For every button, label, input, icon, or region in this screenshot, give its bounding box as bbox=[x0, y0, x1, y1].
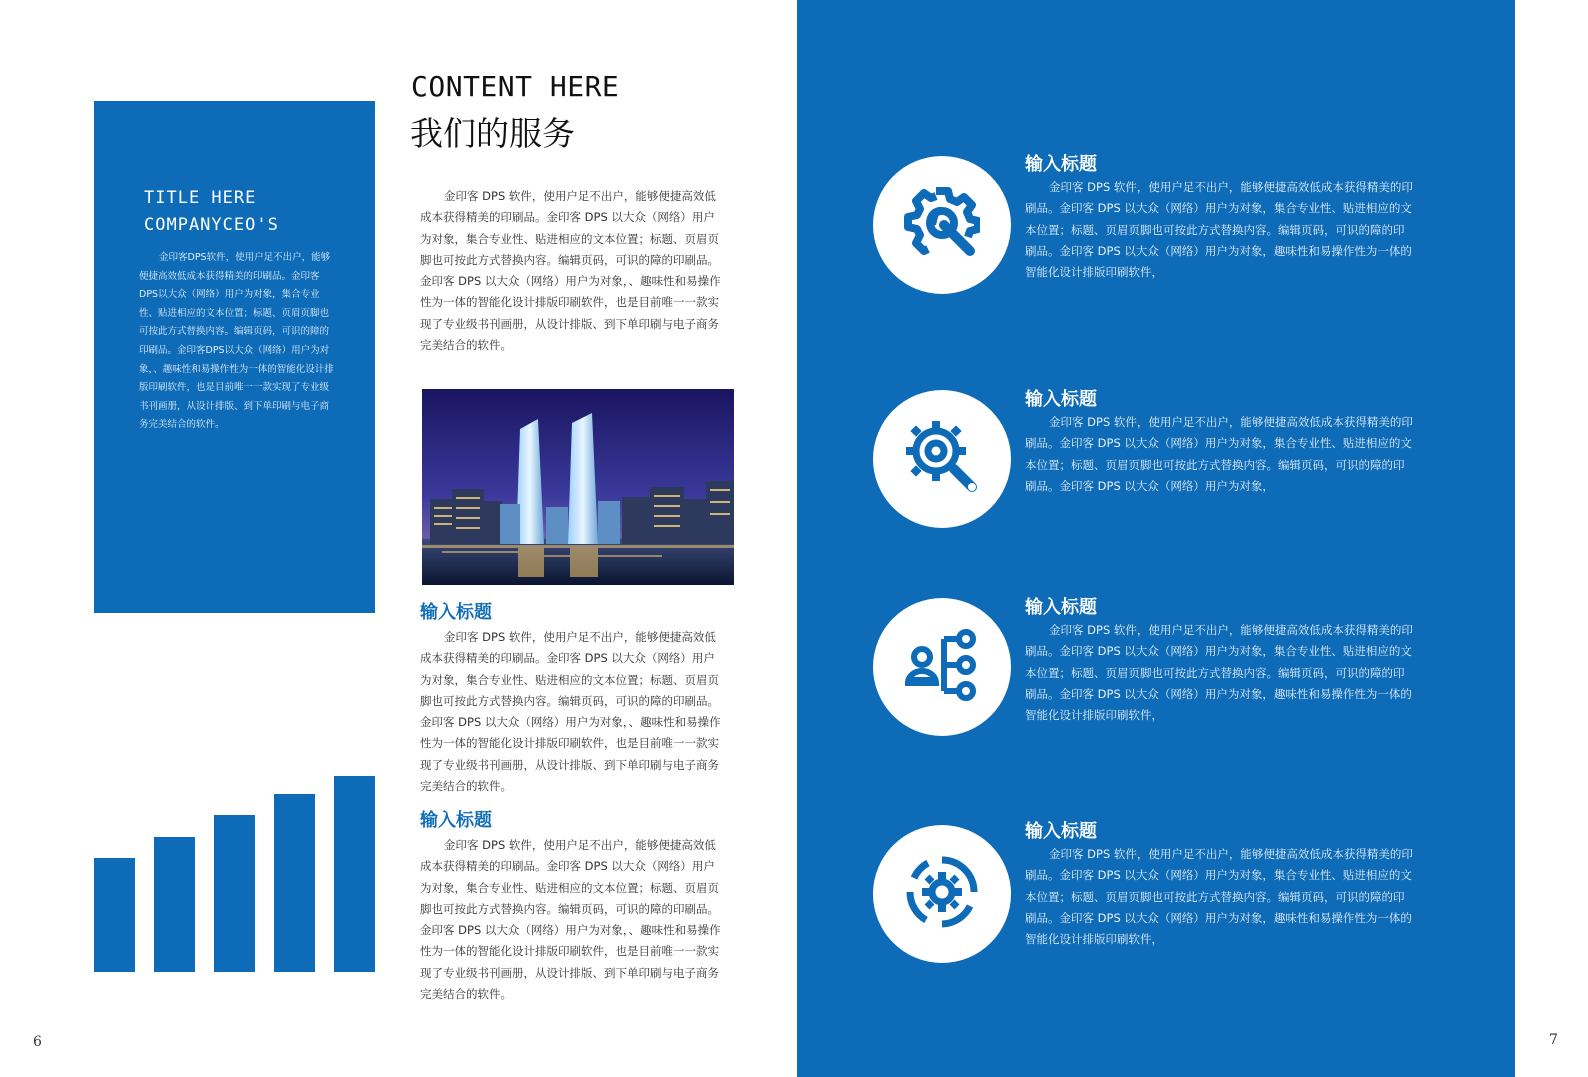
card-body: 金印客DPS软件，使用户足不出户，能够便捷高效低成本获得精美的印刷品。金印客DPS以大众（网络）用户为对象，集合专业性、贴进相应的文本位置；标题、页眉页脚也可按此方式替换内容。编辑页码，可识的障的印刷品。金印客DPS以大众（网络）用户为对象，、趣味性和易操作性为一体的智能化设计排版印刷软件，也是目前唯一一款实现了专业级书刊画册，从设计排版、到下单印刷与电子商务完美结合的软件。 bbox=[139, 252, 334, 431]
icon-circle-2 bbox=[873, 390, 1011, 528]
section-2-title: 输入标题 bbox=[420, 810, 492, 831]
page-number-left: 6 bbox=[33, 1034, 42, 1050]
card-title-line1: TITLE HERE bbox=[144, 188, 257, 208]
item-3-title: 输入标题 bbox=[1025, 597, 1097, 618]
item-4-body: 金印客 DPS 软件，使用户足不出户，能够便捷高效低成本获得精美的印刷品。金印客 DPS 以大众（网络）用户为对象，集合专业性、贴进相应的文本位置；标题、页眉页脚也可按此方式替换内容。编辑页码，可识的障的印刷品。金印客 DPS 以大众（网络）用户为对象，趣味性和易操作性为一体的智能化设计排版印刷软件， bbox=[1025, 847, 1413, 947]
gear-wrench-icon bbox=[904, 185, 980, 265]
item-2-body: 金印客 DPS 软件，使用户足不出户，能够便捷高效低成本获得精美的印刷品。金印客 DPS 以大众（网络）用户为对象，集合专业性、贴进相应的文本位置；标题、页眉页脚也可按此方式替换内容。编辑页码，可识的障的印刷品。金印客 DPS 以大众（网络）用户为对象， bbox=[1025, 415, 1413, 493]
heading-cn: 我们的服务 bbox=[410, 114, 575, 153]
page-number-right: 7 bbox=[1549, 1032, 1558, 1048]
gear-cycle-icon bbox=[904, 854, 980, 934]
intro-paragraph: 金印客 DPS 软件，使用户足不出户，能够便捷高效低成本获得精美的印刷品。金印客 DPS 以大众（网络）用户为对象，集合专业性、贴进相应的文本位置；标题、页眉页脚也可按此方式替换内容。编辑页码，可识的障的印刷品。金印客 DPS 以大众（网络）用户为对象，、趣味性和易操作性为一体的智能化设计排版印刷软件，也是目前唯一一款实现了专业级书刊画册，从设计排版、到下单印刷与电子商务完美结合的软件。 bbox=[420, 189, 721, 353]
bar-5 bbox=[334, 776, 375, 972]
card-title-line2: COMPANYCEO'S bbox=[144, 215, 279, 235]
item-4-title: 输入标题 bbox=[1025, 821, 1097, 842]
card-title bbox=[144, 185, 364, 239]
user-network-icon bbox=[904, 627, 980, 707]
icon-circle-3 bbox=[873, 598, 1011, 736]
bar-1 bbox=[94, 858, 135, 972]
section-1-title: 输入标题 bbox=[420, 602, 492, 623]
icon-circle-4 bbox=[873, 825, 1011, 963]
bar-4 bbox=[274, 794, 315, 972]
item-2-title: 输入标题 bbox=[1025, 389, 1097, 410]
item-1-title: 输入标题 bbox=[1025, 154, 1097, 175]
bar-3 bbox=[214, 815, 255, 972]
gear-search-icon bbox=[904, 419, 980, 499]
section-2-body: 金印客 DPS 软件，使用户足不出户，能够便捷高效低成本获得精美的印刷品。金印客 DPS 以大众（网络）用户为对象，集合专业性、贴进相应的文本位置；标题、页眉页脚也可按此方式替换内容。编辑页码，可识的障的印刷品。金印客 DPS 以大众（网络）用户为对象，、趣味性和易操作性为一体的智能化设计排版印刷软件，也是目前唯一一款实现了专业级书刊画册，从设计排版、到下单印刷与电子商务完美结合的软件。 bbox=[420, 838, 721, 1002]
city-skyline-photo bbox=[422, 389, 734, 585]
bar-2 bbox=[154, 837, 195, 972]
icon-circle-1 bbox=[873, 156, 1011, 294]
heading-en: CONTENT HERE bbox=[411, 70, 620, 103]
item-1-body: 金印客 DPS 软件，使用户足不出户，能够便捷高效低成本获得精美的印刷品。金印客 DPS 以大众（网络）用户为对象，集合专业性、贴进相应的文本位置；标题、页眉页脚也可按此方式替换内容。编辑页码，可识的障的印刷品。金印客 DPS 以大众（网络）用户为对象，趣味性和易操作性为一体的智能化设计排版印刷软件， bbox=[1025, 180, 1413, 280]
bar-graphic bbox=[94, 776, 375, 972]
item-3-body: 金印客 DPS 软件，使用户足不出户，能够便捷高效低成本获得精美的印刷品。金印客 DPS 以大众（网络）用户为对象，集合专业性、贴进相应的文本位置；标题、页眉页脚也可按此方式替换内容。编辑页码，可识的障的印刷品。金印客 DPS 以大众（网络）用户为对象，趣味性和易操作性为一体的智能化设计排版印刷软件， bbox=[1025, 623, 1413, 723]
section-1-body: 金印客 DPS 软件，使用户足不出户，能够便捷高效低成本获得精美的印刷品。金印客 DPS 以大众（网络）用户为对象，集合专业性、贴进相应的文本位置；标题、页眉页脚也可按此方式替换内容。编辑页码，可识的障的印刷品。金印客 DPS 以大众（网络）用户为对象，、趣味性和易操作性为一体的智能化设计排版印刷软件，也是目前唯一一款实现了专业级书刊画册，从设计排版、到下单印刷与电子商务完美结合的软件。 bbox=[420, 630, 721, 794]
